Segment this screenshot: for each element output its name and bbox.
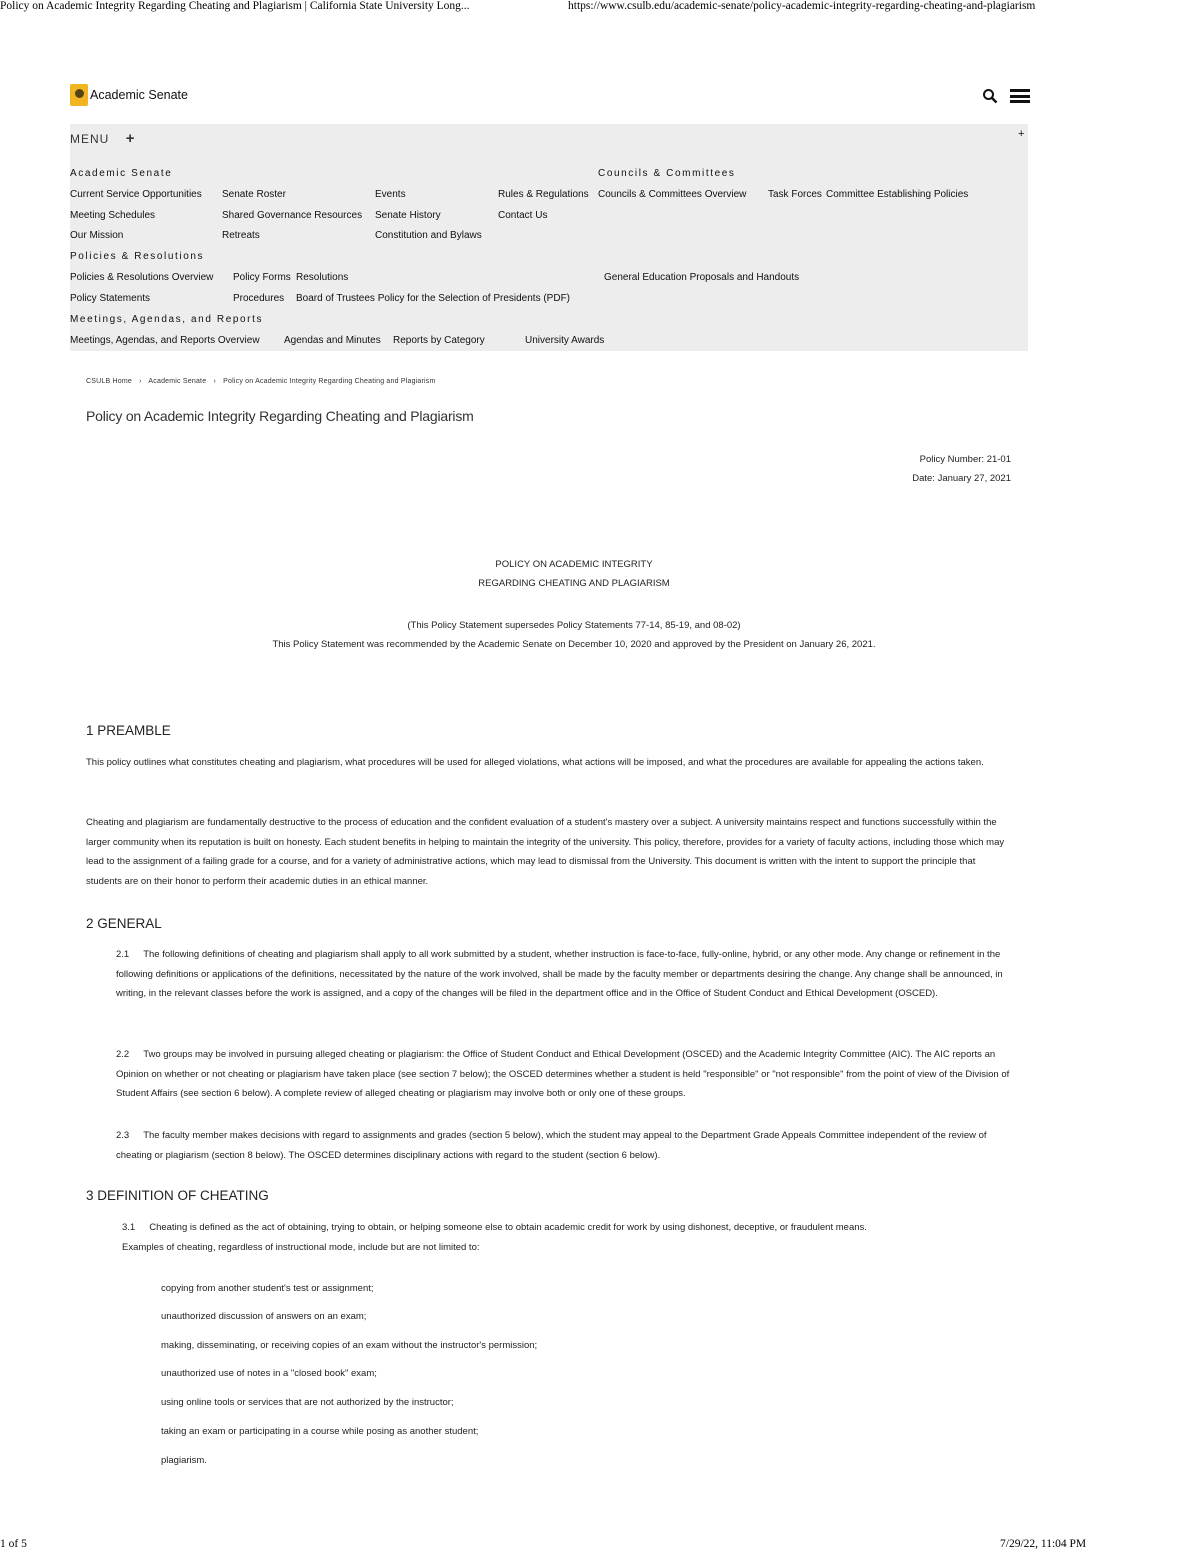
section-heading-preamble: 1 PREAMBLE bbox=[86, 723, 171, 738]
general-paragraph-2-1 bbox=[116, 945, 1011, 1004]
menu-link-committee-policies[interactable]: Committee Establishing Policies bbox=[826, 189, 969, 200]
policy-date: Date: January 27, 2021 bbox=[912, 473, 1011, 484]
recommended-note: This Policy Statement was recommended by the Academic Senate on December 10, 2020 and approved by the President on January 26, 2021. bbox=[272, 639, 876, 650]
general-paragraph-2-3 bbox=[116, 1126, 1011, 1165]
menu-link-mission[interactable]: Our Mission bbox=[70, 230, 124, 241]
hamburger-menu-icon[interactable] bbox=[1010, 89, 1030, 103]
supersedes-note: (This Policy Statement supersedes Policy Statements 77-14, 85-19, and 08-02) bbox=[407, 620, 741, 631]
print-url: https://www.csulb.edu/academic-senate/policy-academic-integrity-regarding-cheating-and-plagiarism bbox=[568, 0, 1036, 12]
csulb-logo-icon bbox=[70, 84, 88, 106]
menu-link-senate-history[interactable]: Senate History bbox=[375, 210, 441, 221]
clause-text: Two groups may be involved in pursuing alleged cheating or plagiarism: the Office of Student Conduct and Ethical Development (OSCED) and the Academic Integrity Committee (AIC). The AIC reports an Opinion on whether or not cheating or plagiarism have taken place (see section 7 below); the OSCED determines whether a student is held "responsible" or "not responsible" from the point of view of the Division of Student Affairs (see section 6 below). A complete review of alleged cheating or plagiarism may involve both or only one of these groups. bbox=[116, 1049, 1010, 1099]
section-heading-general: 2 GENERAL bbox=[86, 916, 162, 931]
menu-link-shared-governance[interactable]: Shared Governance Resources bbox=[222, 210, 363, 221]
clause-text: The faculty member makes decisions with regard to assignments and grades (section 5 below), which the student may appeal to the Department Grade Appeals Committee independent of the review of cheating or plagiarism (section 8 below). The OSCED determines disciplinary actions with regard to the student (section 6 below). bbox=[116, 1130, 987, 1161]
menu-link-procedures[interactable]: Procedures bbox=[233, 293, 285, 304]
list-item: unauthorized use of notes in a "closed book" exam; bbox=[161, 1368, 377, 1379]
menu-section-meetings[interactable]: Meetings, Agendas, and Reports bbox=[70, 314, 264, 325]
menu-link-councils-overview[interactable]: Councils & Committees Overview bbox=[598, 189, 747, 200]
menu-link-contact[interactable]: Contact Us bbox=[498, 210, 548, 221]
breadcrumb-home[interactable]: CSULB Home bbox=[86, 378, 132, 385]
menu-link-retreats[interactable]: Retreats bbox=[222, 230, 260, 241]
menu-link-resolutions[interactable]: Resolutions bbox=[296, 272, 349, 283]
menu-link-agendas-minutes[interactable]: Agendas and Minutes bbox=[284, 335, 381, 346]
doc-title-line2: REGARDING CHEATING AND PLAGIARISM bbox=[478, 578, 670, 589]
list-item: taking an exam or participating in a course while posing as another student; bbox=[161, 1426, 479, 1437]
menu-link-bot-policy[interactable]: Board of Trustees Policy for the Selection of Presidents (PDF) bbox=[296, 293, 571, 304]
menu-link-reports-category[interactable]: Reports by Category bbox=[393, 335, 485, 346]
menu-toggle[interactable] bbox=[70, 130, 135, 147]
clause-number: 3.1 bbox=[122, 1222, 136, 1233]
breadcrumb-separator: › bbox=[139, 378, 142, 385]
policy-number: Policy Number: 21-01 bbox=[919, 454, 1011, 465]
site-logo-link[interactable] bbox=[70, 84, 1030, 106]
menu-link-policy-statements[interactable]: Policy Statements bbox=[70, 293, 151, 304]
menu-link-meeting-schedules[interactable]: Meeting Schedules bbox=[70, 210, 156, 221]
clause-number: 2.1 bbox=[116, 949, 130, 960]
menu-link-current-service[interactable]: Current Service Opportunities bbox=[70, 189, 202, 200]
list-item: using online tools or services that are not authorized by the instructor; bbox=[161, 1397, 454, 1408]
breadcrumb-separator: › bbox=[213, 378, 216, 385]
breadcrumb-current: Policy on Academic Integrity Regarding Cheating and Plagiarism bbox=[223, 378, 436, 385]
preamble-paragraph-2: Cheating and plagiarism are fundamentally destructive to the process of education and the confident evaluation of a student's mastery over a subject. A university maintains respect and functions successfully within the larger community when its reputation is built on honesty. Each student benefits in helping to maintain the integrity of the university. This policy, therefore, provides for a variety of faculty actions, including those which may lead to the assignment of a failing grade for a course, and for a variety of administrative actions, which may lead to dismissal from the University. This document is written with the intent to support the principle that students are on their honor to perform their academic duties in an ethical manner. bbox=[86, 817, 1005, 887]
menu-link-senate-roster[interactable]: Senate Roster bbox=[222, 189, 286, 200]
menu-link-meetings-overview[interactable]: Meetings, Agendas, and Reports Overview bbox=[70, 335, 260, 346]
clause-examples-intro: Examples of cheating, regardless of instructional mode, include but are not limited to: bbox=[122, 1241, 480, 1253]
main-menu-panel bbox=[70, 124, 1028, 351]
preamble-paragraph-1: This policy outlines what constitutes cheating and plagiarism, what procedures will be used for alleged violations, what actions will be imposed, and what the procedures are available for appealing the actions taken. bbox=[86, 757, 984, 768]
section-heading-cheating: 3 DEFINITION OF CHEATING bbox=[86, 1188, 269, 1203]
list-item: copying from another student's test or assignment; bbox=[161, 1283, 374, 1294]
print-page-title: Policy on Academic Integrity Regarding Cheating and Plagiarism | California State University Long... bbox=[0, 0, 470, 12]
menu-link-constitution[interactable]: Constitution and Bylaws bbox=[375, 230, 482, 241]
menu-section-councils[interactable]: Councils & Committees bbox=[598, 168, 736, 179]
site-name: Academic Senate bbox=[90, 88, 188, 102]
clause-text: Cheating is defined as the act of obtaining, trying to obtain, or helping someone else to obtain academic credit for work by using dishonest, deceptive, or fraudulent means. bbox=[149, 1222, 867, 1233]
print-header bbox=[0, 0, 1200, 16]
breadcrumb bbox=[86, 378, 436, 385]
menu-label: MENU bbox=[70, 132, 110, 146]
print-page-number: 1 of 5 bbox=[0, 1538, 27, 1550]
menu-link-policies-overview[interactable]: Policies & Resolutions Overview bbox=[70, 272, 214, 283]
menu-link-ge-proposals[interactable]: General Education Proposals and Handouts bbox=[604, 272, 800, 283]
list-item: plagiarism. bbox=[161, 1455, 207, 1466]
clause-number: 2.2 bbox=[116, 1049, 130, 1060]
menu-section-academic-senate[interactable]: Academic Senate bbox=[70, 168, 173, 179]
print-datetime: 7/29/22, 11:04 PM bbox=[1000, 1538, 1087, 1550]
list-item: making, disseminating, or receiving copies of an exam without the instructor's permission; bbox=[161, 1340, 538, 1351]
list-item: unauthorized discussion of answers on an exam; bbox=[161, 1311, 367, 1322]
menu-link-events[interactable]: Events bbox=[375, 189, 406, 200]
general-paragraph-2-2 bbox=[116, 1045, 1011, 1104]
menu-link-university-awards[interactable]: University Awards bbox=[525, 335, 605, 346]
site-header bbox=[70, 84, 1030, 110]
menu-section-policies[interactable]: Policies & Resolutions bbox=[70, 251, 205, 262]
clause-text: The following definitions of cheating and plagiarism shall apply to all work submitted by a student, whether instruction is face-to-face, fully-online, hybrid, or any other mode. Any change or refinement in the following definitions or applications of the definitions, necessitated by the nature of the work involved, shall be made by the faculty member or departments desiring the change. Any change shall be announced, in writing, in the relevant classes before the work is assigned, and a copy of the changes will be filed in the department office and in the Office of Student Conduct and Ethical Development (OSCED). bbox=[116, 949, 1003, 999]
corner-expand-icon[interactable]: + bbox=[1018, 128, 1025, 140]
menu-link-task-forces[interactable]: Task Forces bbox=[768, 189, 822, 200]
page-title: Policy on Academic Integrity Regarding Cheating and Plagiarism bbox=[86, 408, 474, 424]
menu-link-policy-forms[interactable]: Policy Forms bbox=[233, 272, 291, 283]
breadcrumb-senate[interactable]: Academic Senate bbox=[148, 378, 207, 385]
search-icon[interactable] bbox=[982, 88, 998, 104]
menu-link-rules[interactable]: Rules & Regulations bbox=[498, 189, 589, 200]
doc-title-line1: POLICY ON ACADEMIC INTEGRITY bbox=[495, 559, 653, 570]
clause-number: 2.3 bbox=[116, 1130, 130, 1141]
menu-expand-icon: + bbox=[125, 130, 136, 147]
cheating-paragraph-3-1 bbox=[122, 1218, 1002, 1257]
